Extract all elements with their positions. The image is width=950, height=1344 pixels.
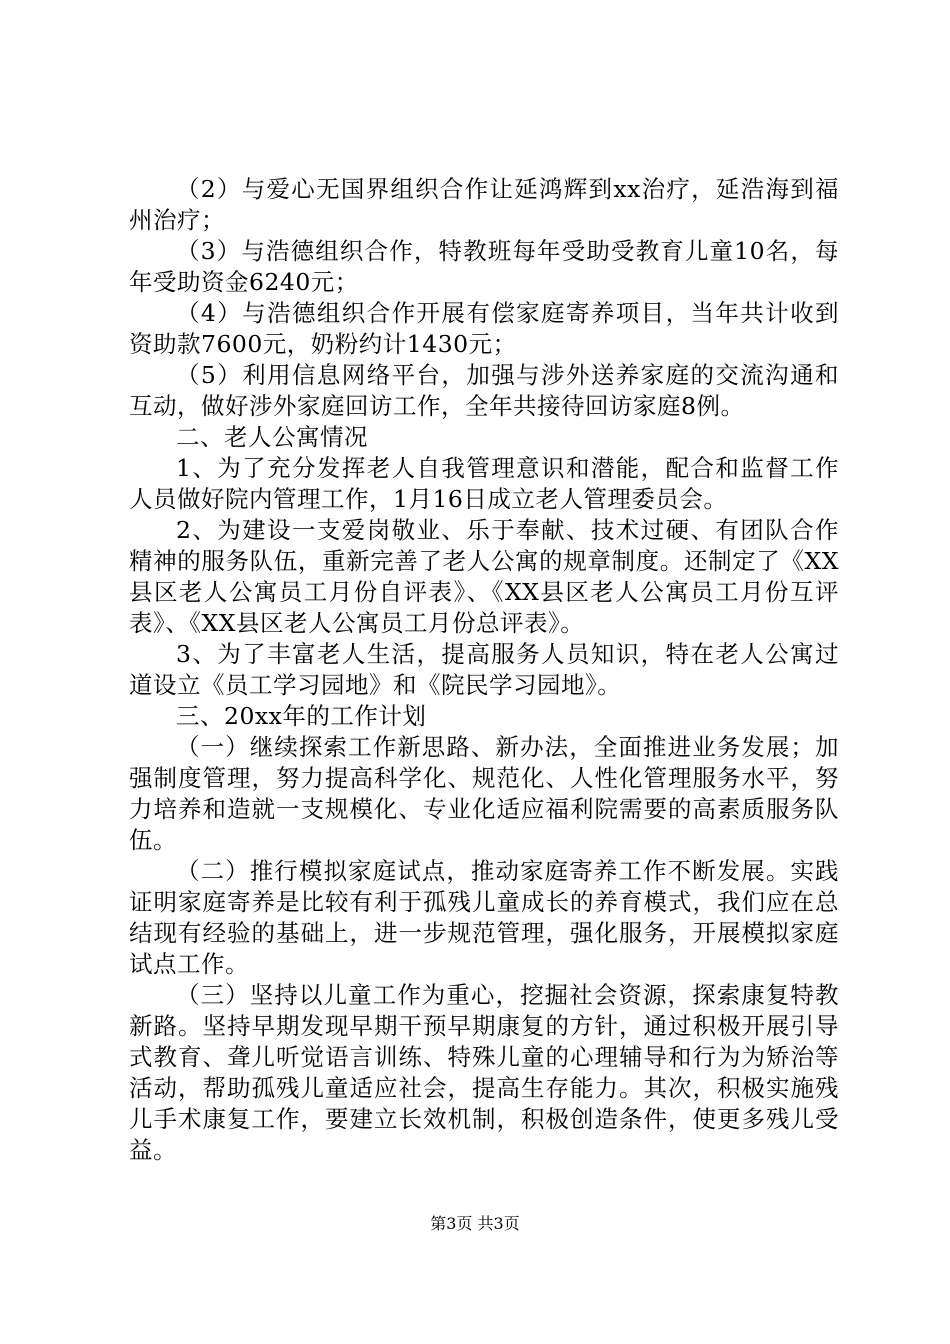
section-heading-elderly-apartment: 二、老人公寓情况 — [176, 423, 368, 451]
paragraph-item-4: （4）与浩德组织合作开展有偿家庭寄养项目，当年共计收到资助款7600元，奶粉约计1430元； — [129, 299, 839, 358]
paragraph-plan-3: （三）坚持以儿童工作为重心，挖掘社会资源，探索康复特教新路。坚持早期发现早期干预早期康复的方针，通过积极开展引导式教育、聋儿听觉语言训练、特殊儿童的心理辅导和行为为矫治等活动，帮助孤残儿童适应社会，提高生存能力。其次，积极实施残儿手术康复工作，要建立长效机制，积极创造条件，使更多残儿受益。 — [129, 981, 839, 1164]
paragraph-elderly-1: 1、为了充分发挥老人自我管理意识和潜能，配合和监督工作人员做好院内管理工作，1月16日成立老人管理委员会。 — [129, 454, 839, 513]
document-body — [129, 174, 839, 1166]
paragraph-elderly-3: 3、为了丰富老人生活，提高服务人员知识，特在老人公寓过道设立《员工学习园地》和《院民学习园地》。 — [129, 640, 839, 699]
paragraph-plan-2: （二）推行模拟家庭试点，推动家庭寄养工作不断发展。实践证明家庭寄养是比较有利于孤残儿童成长的养育模式，我们应在总结现有经验的基础上，进一步规范管理，强化服务，开展模拟家庭试点工作。 — [129, 857, 839, 978]
section-heading-work-plan: 三、20xx年的工作计划 — [176, 702, 427, 730]
paragraph-elderly-2: 2、为建设一支爱岗敬业、乐于奉献、技术过硬、有团队合作精神的服务队伍，重新完善了老人公寓的规章制度。还制定了《XX县区老人公寓员工月份自评表》、《XX县区老人公寓员工月份互评表》、《XX县区老人公寓员工月份总评表》。 — [129, 516, 839, 637]
paragraph-item-2: （2）与爱心无国界组织合作让延鸿辉到xx治疗，延浩海到福州治疗； — [129, 175, 839, 234]
paragraph-plan-1: （一）继续探索工作新思路、新办法，全面推进业务发展；加强制度管理，努力提高科学化、规范化、人性化管理服务水平，努力培养和造就一支规模化、专业化适应福利院需要的高素质服务队伍。 — [129, 733, 839, 854]
paragraph-item-5: （5）利用信息网络平台，加强与涉外送养家庭的交流沟通和互动，做好涉外家庭回访工作，全年共接待回访家庭8例。 — [129, 361, 839, 420]
paragraph-item-3: （3）与浩德组织合作，特教班每年受助受教育儿童10名，每年受助资金6240元； — [129, 237, 839, 296]
page-number-footer: 第3页 共3页 — [430, 1214, 520, 1233]
